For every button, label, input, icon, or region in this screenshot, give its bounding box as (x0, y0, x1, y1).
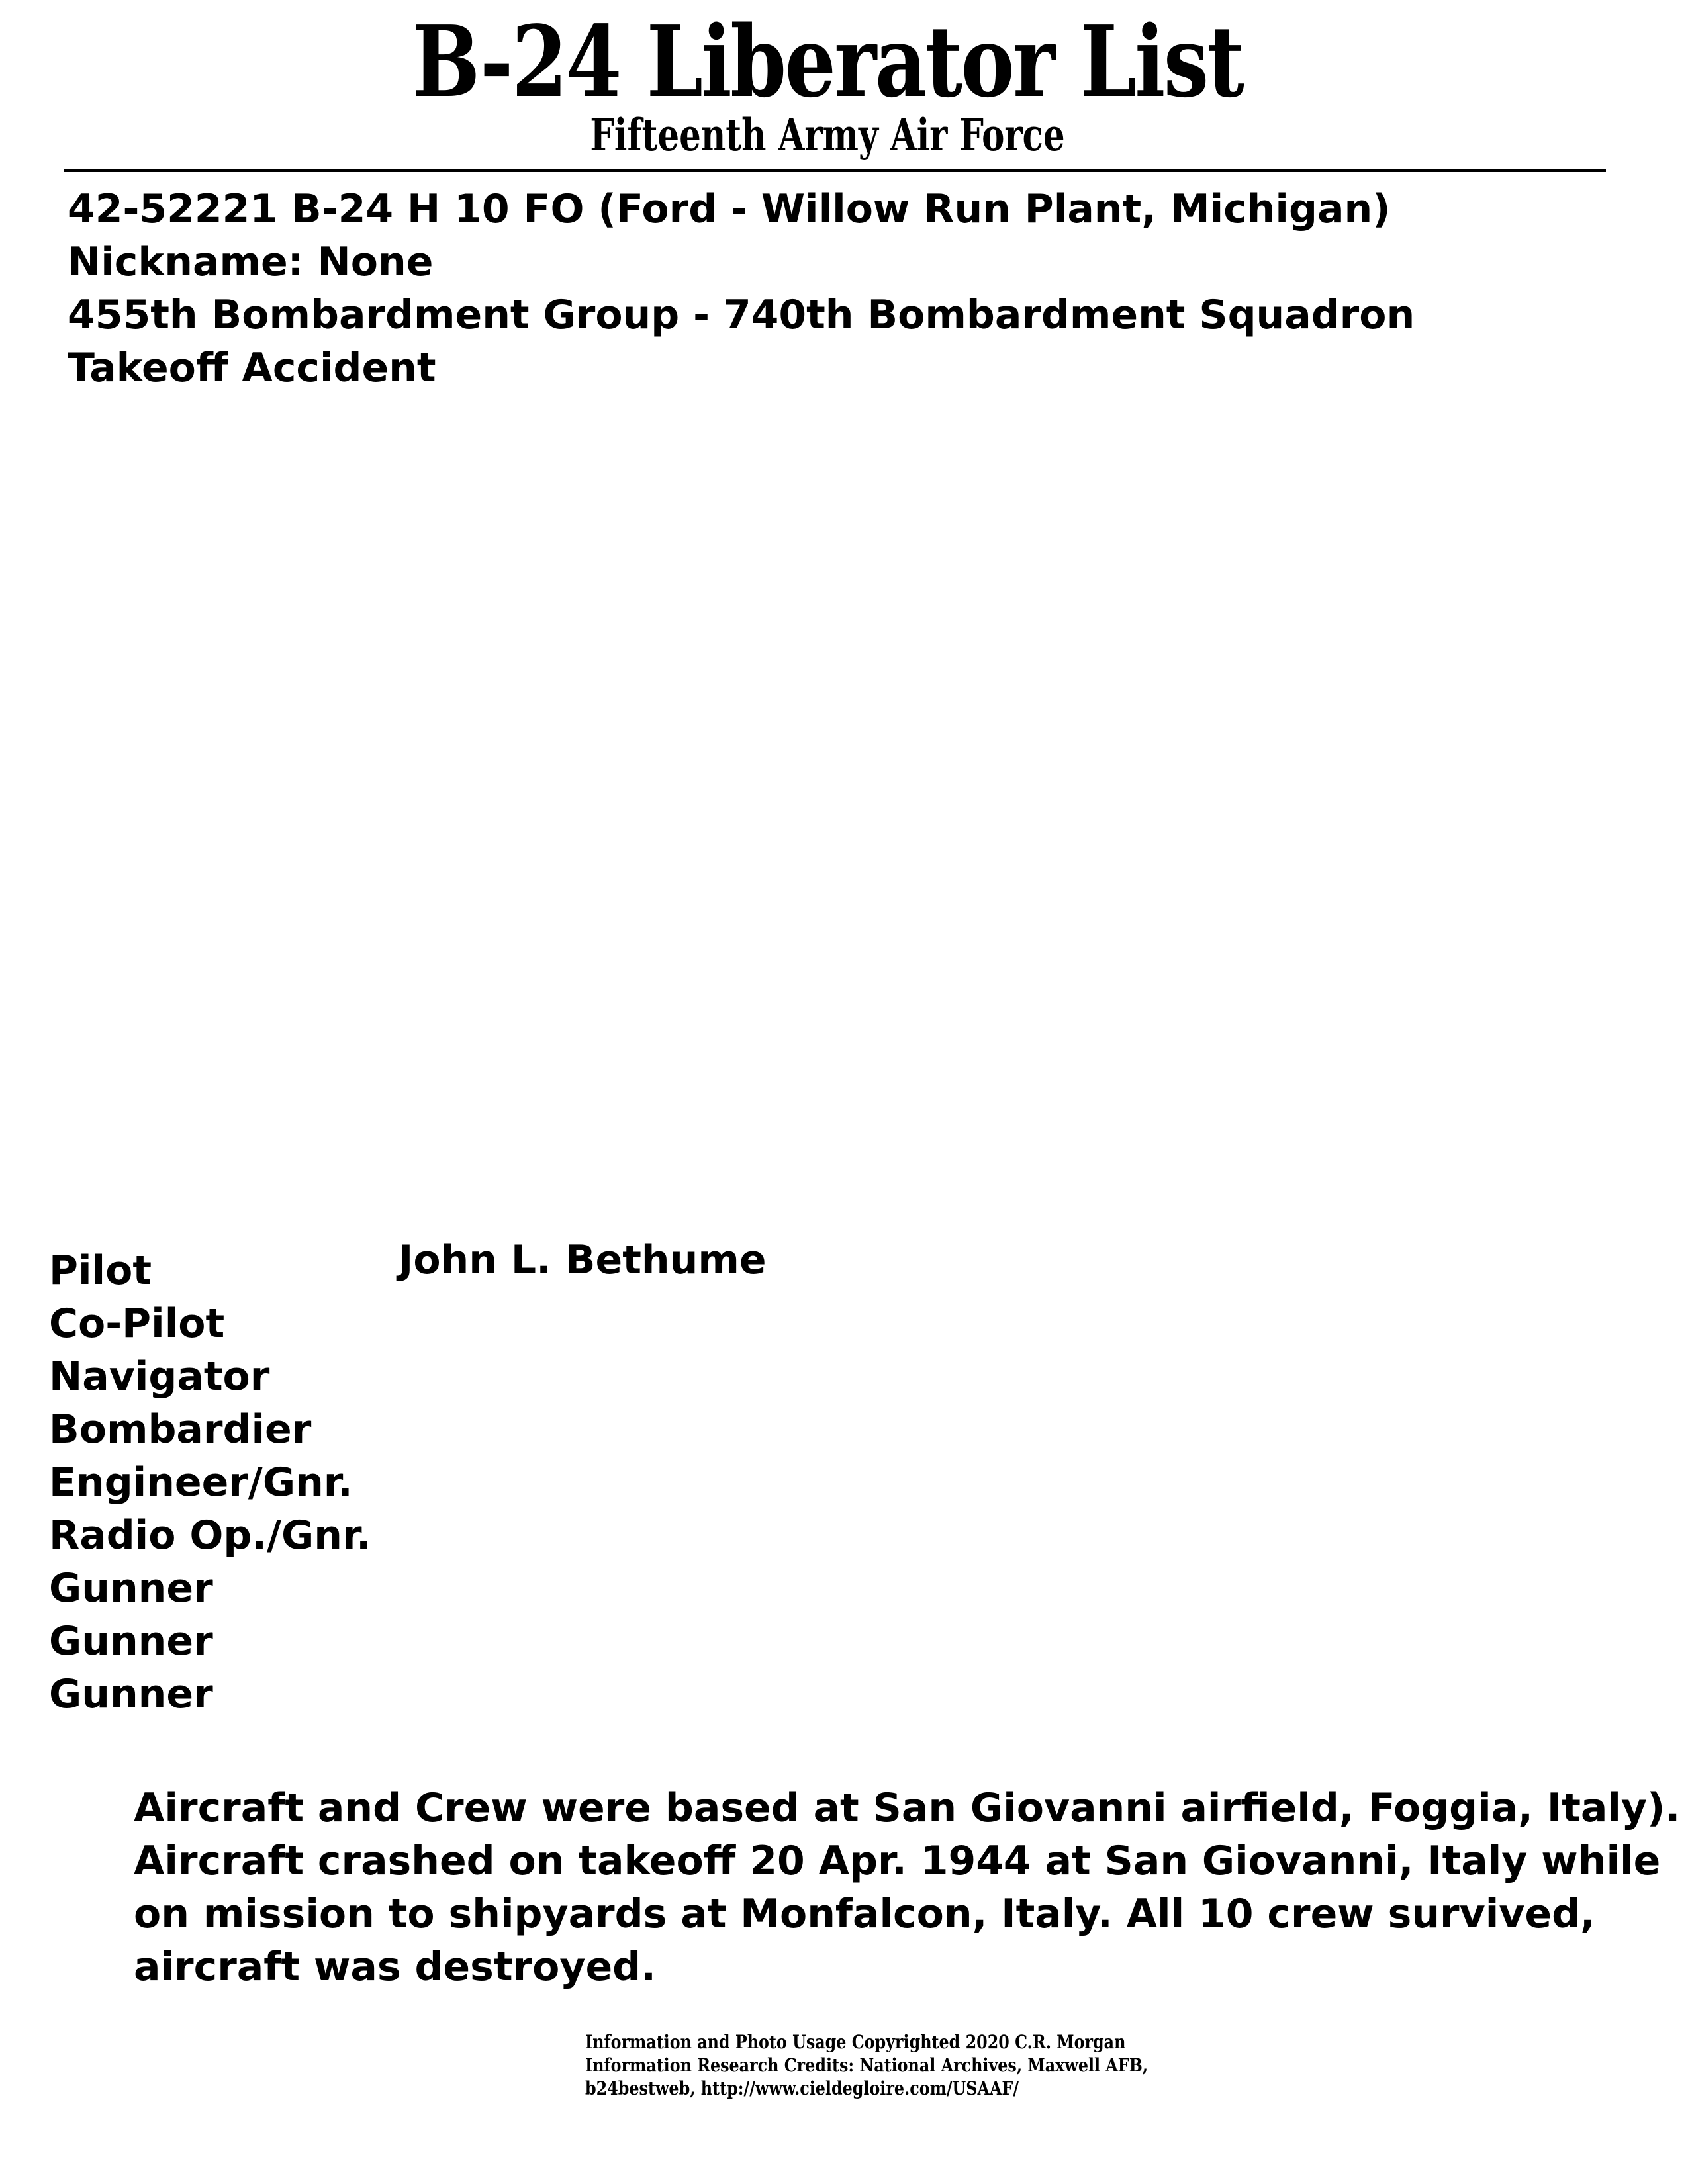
crew-role: Gunner (49, 1565, 213, 1612)
header-divider (64, 169, 1606, 172)
crew-role: Bombardier (49, 1406, 312, 1453)
crew-names-list (399, 1234, 767, 1287)
crew-role: Engineer/Gnr. (49, 1459, 353, 1506)
narrative-line: Aircraft and Crew were based at San Giovanni airfield, Foggia, Italy). (134, 1785, 1681, 1831)
aircraft-fate: Takeoff Accident (68, 345, 436, 391)
page-subtitle: Fifteenth Army Air Force (590, 109, 1065, 161)
crew-role: Radio Op./Gnr. (49, 1512, 371, 1559)
crew-roles-list (49, 1244, 371, 1721)
narrative-line: on mission to shipyards at Monfalcon, Italy. All 10 crew survived, (134, 1891, 1595, 1937)
crew-role: Pilot (49, 1248, 152, 1294)
aircraft-info (68, 183, 1415, 394)
crew-role: Gunner (49, 1618, 213, 1664)
credits-footer (585, 2030, 1148, 2100)
aircraft-nickname: Nickname: None (68, 239, 434, 285)
aircraft-serial: 42-52221 B-24 H 10 FO (Ford - Willow Run Plant, Michigan) (68, 186, 1391, 232)
narrative-paragraph (134, 1782, 1680, 1993)
credits-line: Information and Photo Usage Copyrighted 2020 C.R. Morgan (585, 2031, 1126, 2053)
crew-role: Gunner (49, 1671, 213, 1717)
crew-role: Co-Pilot (49, 1300, 225, 1347)
credits-line: b24bestweb, http://www.cieldegloire.com/USAAF/ (585, 2077, 1019, 2099)
crew-name-pilot: John L. Bethume (399, 1237, 767, 1283)
page-title: B-24 Liberator List (412, 4, 1243, 119)
narrative-line: Aircraft crashed on takeoff 20 Apr. 1944 at San Giovanni, Italy while (134, 1838, 1661, 1884)
aircraft-unit: 455th Bombardment Group - 740th Bombardment Squadron (68, 292, 1415, 338)
credits-line: Information Research Credits: National Archives, Maxwell AFB, (585, 2054, 1149, 2076)
crew-role: Navigator (49, 1353, 270, 1400)
narrative-line: aircraft was destroyed. (134, 1944, 656, 1990)
